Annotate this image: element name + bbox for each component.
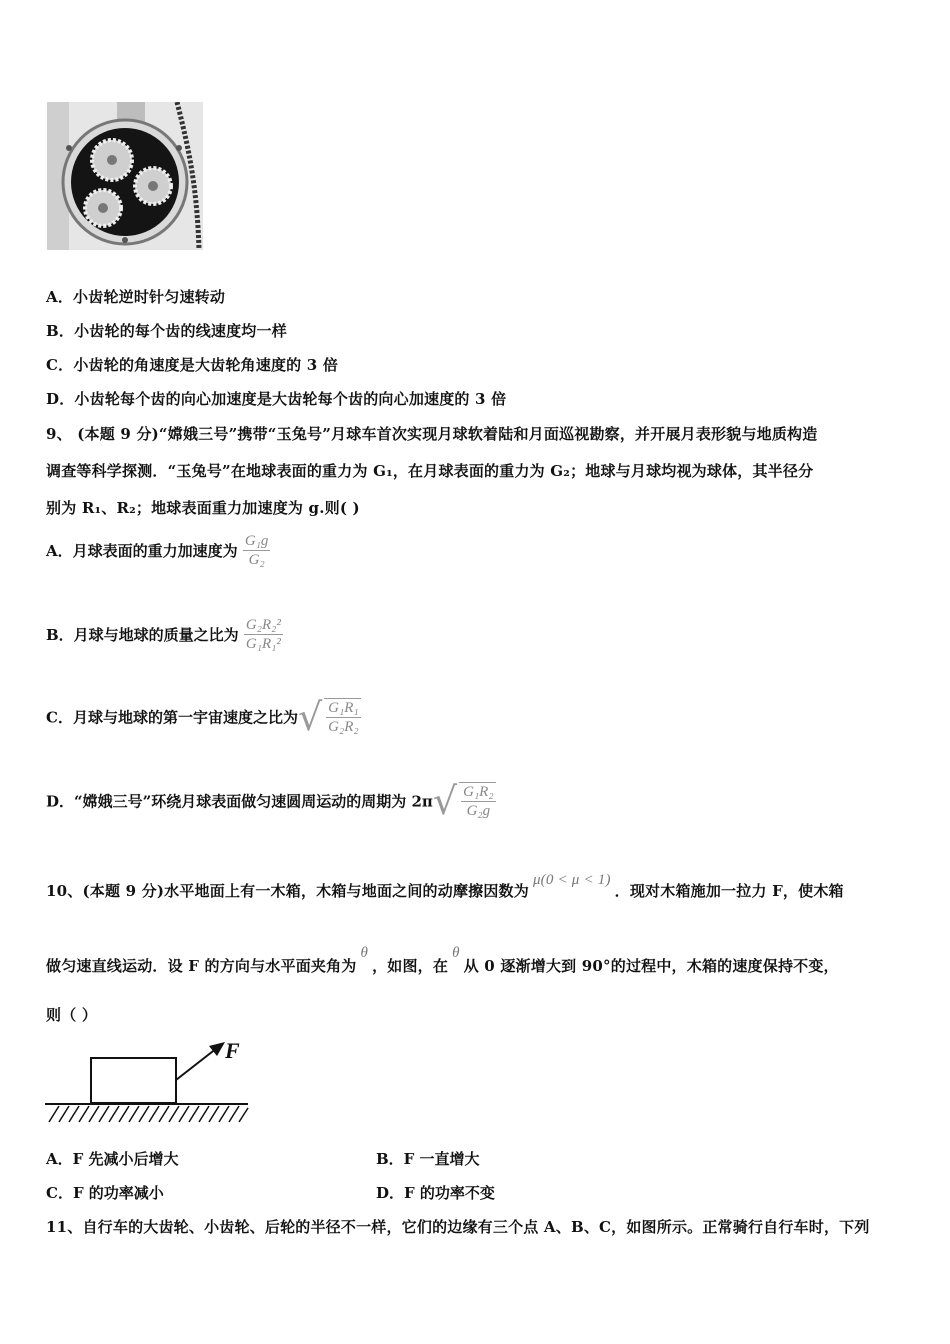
q9-option-c: C．月球与地球的第一宇宙速度之比为√ $\frac{\text{G₁R₁}}{\text{G₂R₂}}$ — [46, 695, 359, 739]
q10-stem-line1: 10、(本题 9 分)水平地面上有一木箱，木箱与地面之间的动摩擦因数为μ(0 < μ < 1)．现对木箱施加一拉力 F，使木箱 — [46, 872, 844, 900]
q9-fraction-a: $\frac{\text{G₁g}}{\text{G₂}}$ — [244, 533, 269, 568]
gear-photo — [47, 102, 203, 250]
q9-option-a: A．月球表面的重力加速度为 $\frac{\text{G₁g}}{\text{G₂}}$ — [46, 533, 269, 568]
q8-option-d: D．小齿轮每个齿的向心加速度是大齿轮每个齿的向心加速度的 3 倍 — [46, 390, 507, 408]
q9-option-d: D．“嫦娥三号”环绕月球表面做匀速圆周运动的周期为 2π√ $\frac{\text{G₁R₂}}{\text{G₂g}}$ — [46, 779, 494, 823]
sqrt-symbol: √ — [432, 779, 458, 823]
q10-option-a: A．F 先减小后增大 — [46, 1150, 179, 1168]
q8-option-a: A．小齿轮逆时针匀速转动 — [46, 288, 226, 306]
q9-fraction-b: $\frac{\text{G₂R₂²}}{\text{G₁R₁²}}$ — [245, 617, 281, 652]
q11-stem-line1: 11、自行车的大齿轮、小齿轮、后轮的半径不一样，它们的边缘有三个点 A、B、C，如图所示。正常骑行自行车时，下列 — [46, 1218, 870, 1236]
force-label: F — [225, 1038, 240, 1063]
q9-stem-line3: 别为 R₁、R₂；地球表面重力加速度为 g.则( ) — [46, 499, 360, 517]
q10-option-c: C．F 的功率减小 — [46, 1184, 164, 1202]
q9-stem-line1: 9、 (本题 9 分)“嫦娥三号”携带“玉兔号”月球车首次实现月球软着陆和月面巡视勘察，并开展月表形貌与地质构造 — [46, 425, 818, 443]
q10-option-d: D．F 的功率不变 — [376, 1184, 495, 1202]
q9-stem-line2: 调查等科学探测．“玉兔号”在地球表面的重力为 G₁，在月球表面的重力为 G₂；地球与月球均视为球体，其半径分 — [46, 462, 814, 480]
q10-stem-line3: 则（ ） — [46, 1006, 98, 1024]
q8-option-c: C．小齿轮的角速度是大齿轮角速度的 3 倍 — [46, 356, 339, 374]
sqrt-symbol: √ — [297, 695, 323, 739]
q10-option-b: B．F 一直增大 — [376, 1150, 480, 1168]
q9-fraction-d: $\frac{\text{G₁R₂}}{\text{G₂g}}$ — [463, 784, 494, 819]
q10-stem-line2: 做匀速直线运动．设 F 的方向与水平面夹角为θ，如图，在θ从 0 逐渐增大到 90°的过程中，木箱的速度保持不变， — [46, 945, 839, 975]
q9-fraction-c: $\frac{\text{G₁R₁}}{\text{G₂R₂}}$ — [328, 700, 359, 735]
q8-option-b: B．小齿轮的每个齿的线速度均一样 — [46, 322, 287, 340]
q9-option-b: B．月球与地球的质量之比为 $\frac{\text{G₂R₂²}}{\text{G₁R₁²}}$ — [46, 617, 281, 652]
box-force-diagram — [45, 1036, 250, 1126]
